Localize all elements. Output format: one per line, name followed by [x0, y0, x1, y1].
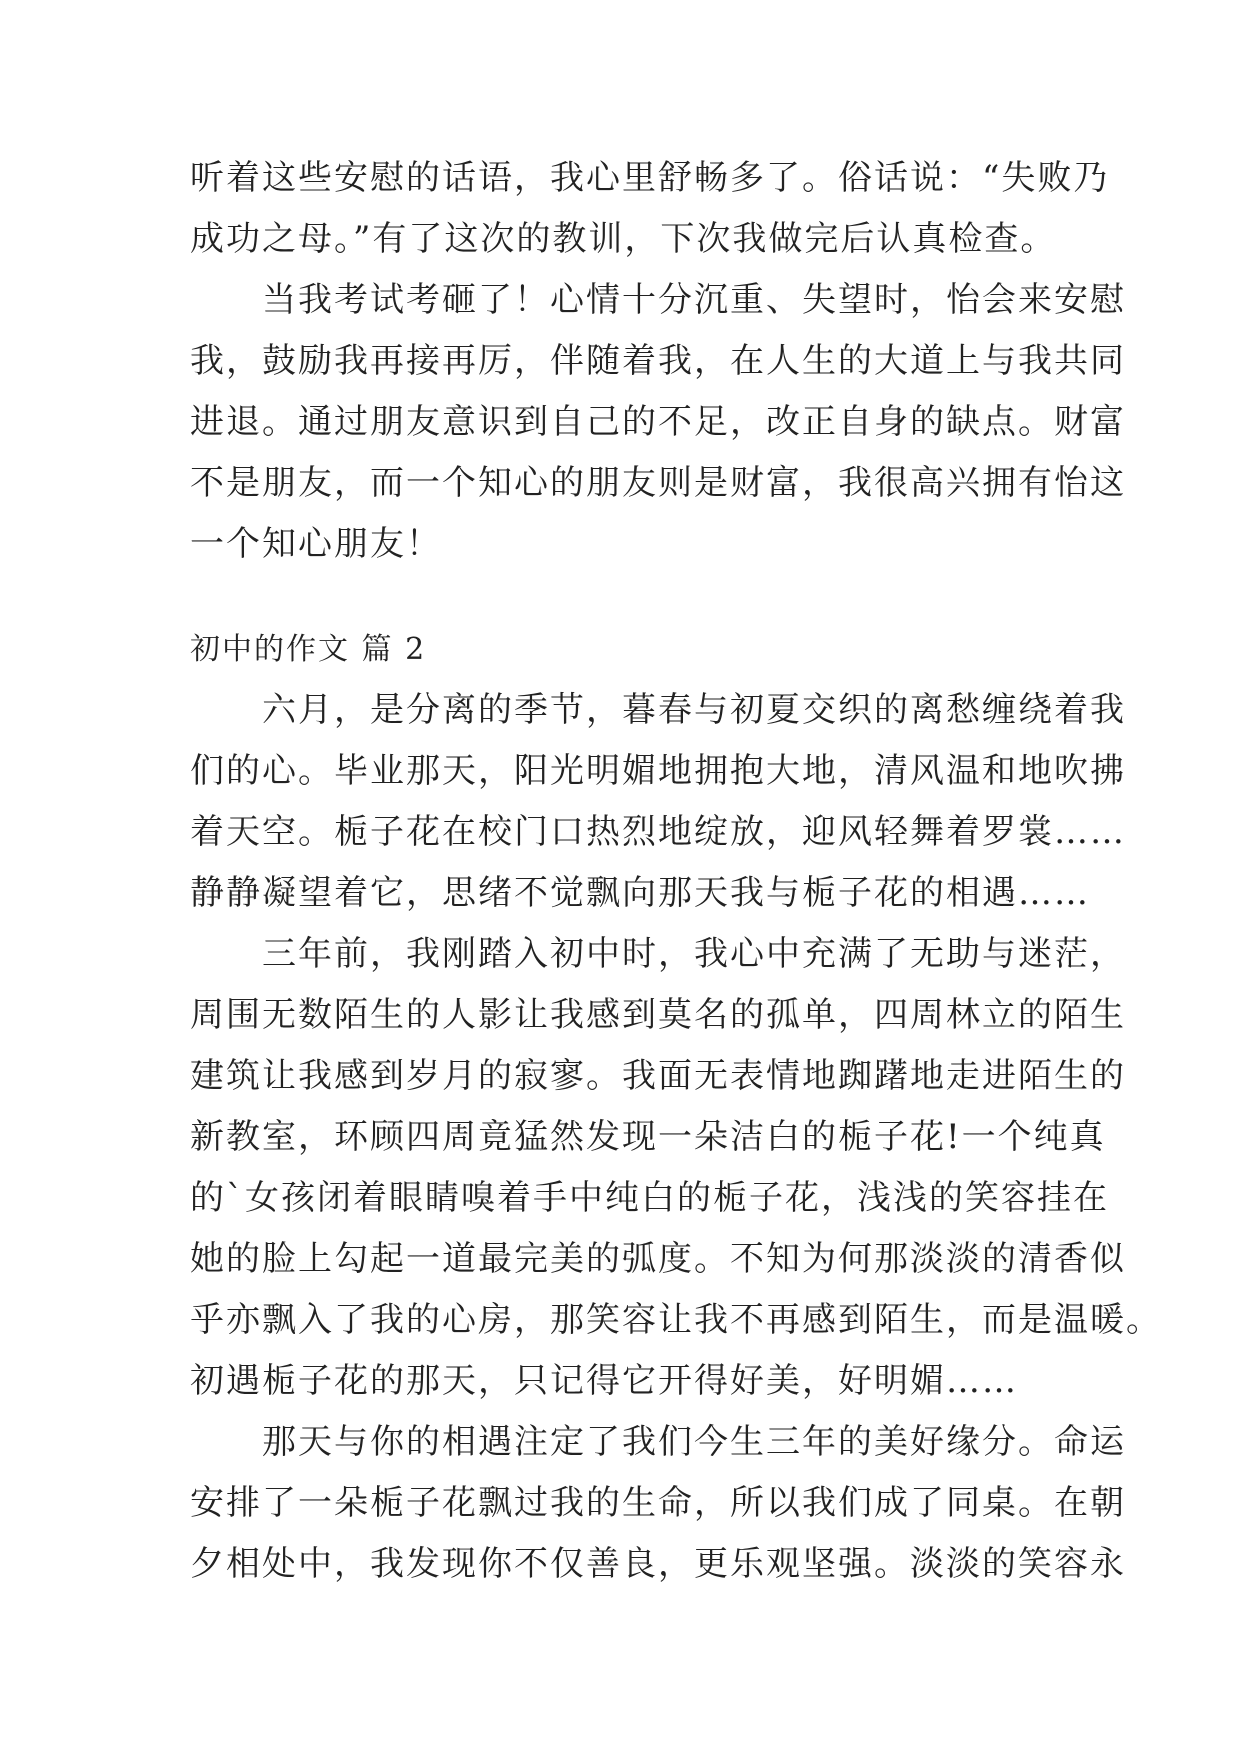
text-line: 新教室，环顾四周竟猛然发现一朵洁白的栀子花!一个纯真	[190, 1117, 1106, 1157]
text-line: 乎亦飘入了我的心房，那笑容让我不再感到陌生，而是温暖。	[190, 1300, 1162, 1340]
text-line: 周围无数陌生的人影让我感到莫名的孤单，四周林立的陌生	[190, 995, 1126, 1035]
text-line: 当我考试考砸了！心情十分沉重、失望时，怡会来安慰	[190, 280, 1126, 320]
text-line: 建筑让我感到岁月的寂寥。我面无表情地踟躇地走进陌生的	[190, 1056, 1126, 1096]
text-line: 成功之母。”有了这次的教训，下次我做完后认真检查。	[190, 219, 1057, 259]
text-line: 安排了一朵栀子花飘过我的生命，所以我们成了同桌。在朝	[190, 1483, 1126, 1523]
text-line: 听着这些安慰的话语，我心里舒畅多了。俗话说：“失败乃	[190, 158, 1110, 198]
text-line: 夕相处中，我发现你不仅善良，更乐观坚强。淡淡的笑容永	[190, 1544, 1126, 1584]
text-line: 着天空。栀子花在校门口热烈地绽放，迎风轻舞着罗裳……	[190, 812, 1126, 852]
text-line: 我，鼓励我再接再厉，伴随着我，在人生的大道上与我共同	[190, 341, 1126, 381]
text-line: 三年前，我刚踏入初中时，我心中充满了无助与迷茫，	[190, 934, 1126, 974]
essay-section-1	[190, 148, 1126, 575]
essay-heading: 初中的作文 篇 2	[190, 632, 427, 667]
text-line: 初遇栀子花的那天，只记得它开得好美，好明媚……	[190, 1361, 1018, 1401]
text-line: 一个知心朋友！	[190, 524, 442, 564]
essay-section-2	[190, 680, 1162, 1595]
text-line: 的`女孩闭着眼睛嗅着手中纯白的栀子花，浅浅的笑容挂在	[190, 1178, 1109, 1218]
text-line: 们的心。毕业那天，阳光明媚地拥抱大地，清风温和地吹拂	[190, 751, 1126, 791]
text-line: 进退。通过朋友意识到自己的不足，改正自身的缺点。财富	[190, 402, 1126, 442]
text-line: 不是朋友，而一个知心的朋友则是财富，我很高兴拥有怡这	[190, 463, 1126, 503]
text-line: 静静凝望着它，思绪不觉飘向那天我与栀子花的相遇……	[190, 873, 1090, 913]
text-line: 她的脸上勾起一道最完美的弧度。不知为何那淡淡的清香似	[190, 1239, 1126, 1279]
text-line: 那天与你的相遇注定了我们今生三年的美好缘分。命运	[190, 1422, 1126, 1462]
text-line: 六月，是分离的季节，暮春与初夏交织的离愁缠绕着我	[190, 690, 1126, 730]
